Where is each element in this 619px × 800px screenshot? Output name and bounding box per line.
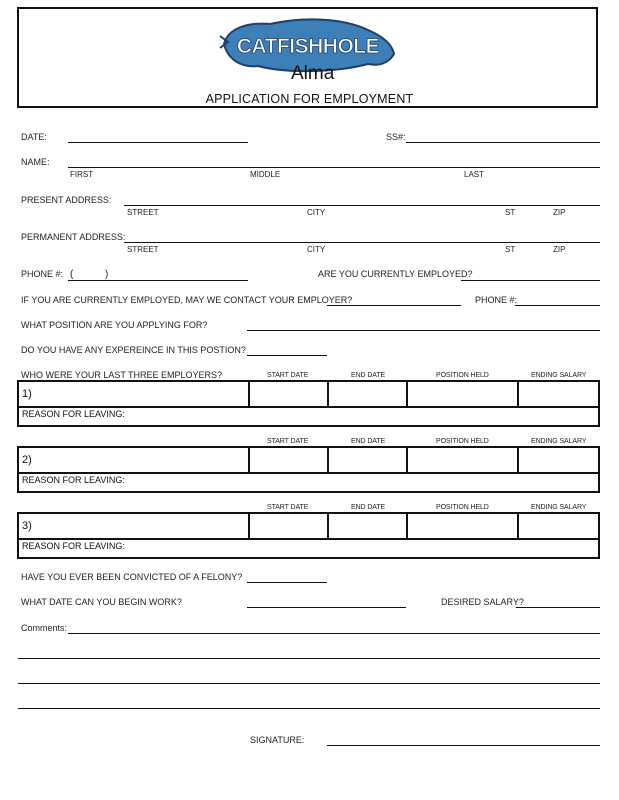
employer-row-2 [19,448,598,474]
permanent-st-caption: ST [505,245,516,254]
present-address-field[interactable] [124,205,600,206]
employer-phone-label: PHONE #: [475,295,518,305]
name-last-caption: LAST [464,170,485,179]
permanent-address-field[interactable] [124,242,600,243]
begin-work-field[interactable] [247,607,406,608]
name-field[interactable] [68,167,600,168]
employer-2-position[interactable] [406,448,408,472]
employer-block-1 [17,380,600,427]
employer-3-position[interactable] [406,514,408,538]
employer-2-salary[interactable] [517,448,519,472]
col-position-held-2: POSITION HELD [436,438,489,445]
col-end-date-2: END DATE [351,438,386,445]
employer-row-1 [19,382,598,408]
phone-label: PHONE #: [21,269,64,279]
employer-block-2 [17,446,600,493]
present-st-caption: ST [505,208,516,217]
col-start-date-3: START DATE [267,504,309,511]
logo-location: Alma [291,63,335,84]
permanent-city-caption: CITY [307,245,326,254]
col-position-held-3: POSITION HELD [436,504,489,511]
contact-employer-field[interactable] [327,305,461,306]
col-start-date-2: START DATE [267,438,309,445]
ss-label: SS#: [386,132,406,142]
col-ending-salary-3: ENDING SALARY [531,504,587,511]
currently-employed-field[interactable] [461,280,600,281]
employer-3-end-date[interactable] [327,514,329,538]
begin-work-label: WHAT DATE CAN YOU BEGIN WORK? [21,597,182,607]
employer-1-position[interactable] [406,382,408,406]
employer-2-reason-label: REASON FOR LEAVING: [22,475,125,485]
comments-label: Comments: [21,623,68,633]
employer-2-end-date[interactable] [327,448,329,472]
date-field[interactable] [68,142,248,143]
experience-label: DO YOU HAVE ANY EXPEREINCE IN THIS POSTION? [21,345,246,355]
employer-3-salary[interactable] [517,514,519,538]
signature-field[interactable] [327,745,600,746]
desired-salary-label: DESIRED SALARY? [441,597,524,607]
employer-3-number: 3) [22,520,32,532]
employer-phone-field[interactable] [515,305,600,306]
currently-employed-label: ARE YOU CURRENTLY EMPLOYED? [318,269,473,279]
col-ending-salary-2: ENDING SALARY [531,438,587,445]
comments-line-2[interactable] [18,658,600,659]
permanent-address-label: PERMANENT ADDRESS: [21,232,126,242]
employer-1-salary[interactable] [517,382,519,406]
employer-3-reason-label: REASON FOR LEAVING: [22,541,125,551]
position-label: WHAT POSITION ARE YOU APPLYING FOR? [21,320,208,330]
name-first-caption: FIRST [70,170,94,179]
present-city-caption: CITY [307,208,326,217]
permanent-zip-caption: ZIP [553,245,566,254]
experience-field[interactable] [247,355,327,356]
employer-2-number: 2) [22,454,32,466]
position-field[interactable] [247,330,600,331]
present-street-caption: STREET [127,208,159,217]
comments-line-4[interactable] [18,708,600,709]
phone-paren-open: ( [70,269,74,280]
present-zip-caption: ZIP [553,208,566,217]
employer-row-3 [19,514,598,540]
employer-3-start-date[interactable] [248,514,250,538]
phone-field[interactable] [68,280,248,281]
employer-1-reason-label: REASON FOR LEAVING: [22,409,125,419]
employer-block-3 [17,512,600,559]
col-ending-salary: ENDING SALARY [531,372,587,379]
employer-1-start-date[interactable] [248,382,250,406]
employer-1-number: 1) [22,388,32,400]
felony-label: HAVE YOU EVER BEEN CONVICTED OF A FELONY? [21,572,243,582]
name-label: NAME: [21,157,50,167]
comments-line-3[interactable] [18,683,600,684]
felony-field[interactable] [247,582,327,583]
permanent-street-caption: STREET [127,245,159,254]
comments-line-1[interactable] [68,633,600,634]
name-middle-caption: MIDDLE [250,170,281,179]
contact-employer-label: IF YOU ARE CURRENTLY EMPLOYED, MAY WE CONTACT YOUR EMPLOYER? [21,295,353,305]
page-title: APPLICATION FOR EMPLOYMENT [205,92,414,106]
col-end-date-3: END DATE [351,504,386,511]
date-label: DATE: [21,132,47,142]
desired-salary-field[interactable] [516,607,600,608]
present-address-label: PRESENT ADDRESS: [21,195,112,205]
ss-field[interactable] [406,142,600,143]
employer-1-end-date[interactable] [327,382,329,406]
col-start-date: START DATE [267,372,309,379]
signature-label: SIGNATURE: [250,735,305,745]
employer-2-start-date[interactable] [248,448,250,472]
logo-wordmark: CATFISHHOLE [236,35,380,58]
last-employers-label: WHO WERE YOUR LAST THREE EMPLOYERS? [21,370,223,380]
col-position-held: POSITION HELD [436,372,489,379]
col-end-date: END DATE [351,372,386,379]
phone-paren-close: ) [105,269,109,280]
